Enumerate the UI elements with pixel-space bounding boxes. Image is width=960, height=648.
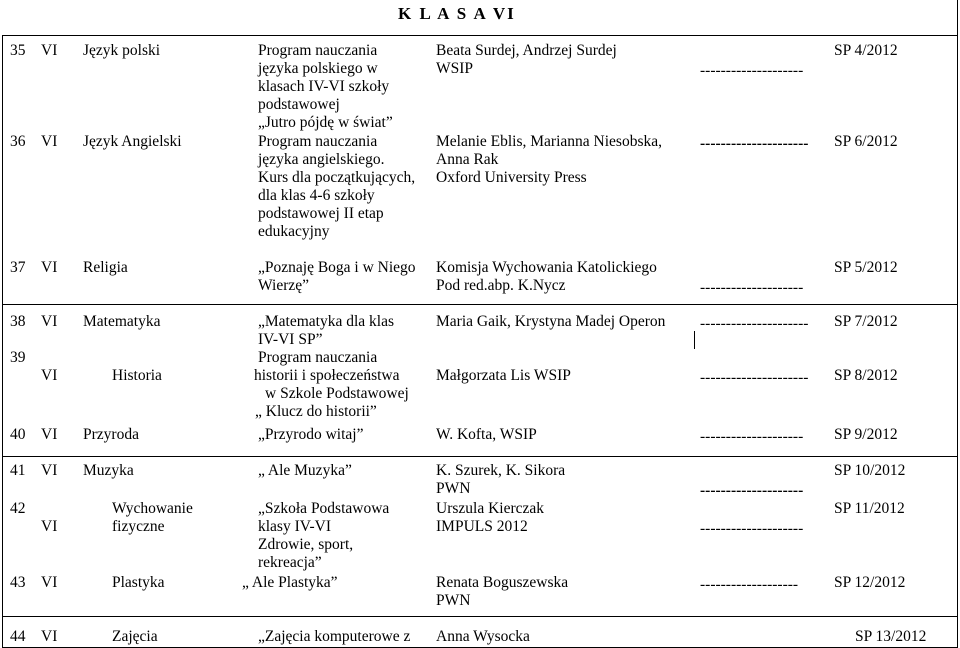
approval-number: SP 6/2012 [834, 133, 898, 150]
author-line: Oxford University Press [436, 169, 587, 186]
page-title: K L A S A VI [398, 4, 516, 23]
program-line: „Jutro pójdę w świat” [258, 114, 393, 131]
row-number: 41 [10, 462, 26, 479]
program-line: edukacyjny [258, 223, 330, 240]
dash-placeholder: --------------------- [700, 369, 809, 386]
row-separator [2, 616, 958, 617]
author-line: Komisja Wychowania Katolickiego [436, 259, 657, 276]
approval-number: SP 13/2012 [855, 628, 927, 645]
class-cell: VI [41, 574, 58, 591]
program-line: klasy IV-VI [258, 518, 332, 535]
program-line: „Poznaję Boga i w Niego [258, 259, 416, 276]
class-cell: VI [41, 313, 58, 330]
program-line: dla klas 4-6 szkoły [258, 187, 375, 204]
author-line: Małgorzata Lis WSIP [436, 367, 571, 384]
table-border-right [957, 0, 958, 648]
approval-number: SP 5/2012 [834, 259, 898, 276]
author-line: WSIP [436, 60, 474, 77]
row-number: 42 [10, 500, 26, 517]
program-line: Wierzę” [258, 277, 309, 294]
approval-number: SP 7/2012 [834, 313, 898, 330]
program-line: IV-VI SP” [258, 331, 323, 348]
approval-number: SP 10/2012 [834, 462, 906, 479]
program-line: Program nauczania [258, 349, 378, 366]
table-border-top [2, 35, 958, 36]
approval-number: SP 9/2012 [834, 426, 898, 443]
author-line: Melanie Eblis, Marianna Niesobska, [436, 133, 662, 150]
row-number: 36 [10, 133, 26, 150]
table-border-left [2, 35, 3, 648]
row-number: 39 [10, 349, 26, 366]
program-line: klasach IV-VI szkoły [258, 78, 390, 95]
class-cell: VI [41, 518, 58, 535]
subject-cell: Przyroda [83, 426, 139, 443]
dash-placeholder: --------------------- [700, 135, 809, 152]
row-number: 44 [10, 628, 26, 645]
approval-number: SP 8/2012 [834, 367, 898, 384]
row-separator [2, 456, 958, 457]
program-line: podstawowej II etap [258, 205, 384, 222]
author-line: Pod red.abp. K.Nycz [436, 277, 566, 294]
program-line: Kurs dla początkujących, [258, 169, 416, 186]
program-line: „Przyrodo witaj” [258, 426, 364, 443]
program-line: „ Ale Muzyka” [258, 462, 352, 479]
author-line: K. Szurek, K. Sikora [436, 462, 566, 479]
author-line: PWN [436, 592, 471, 609]
class-cell: VI [41, 628, 58, 645]
row-number: 43 [10, 574, 26, 591]
program-line: w Szkole Podstawowej [265, 385, 409, 402]
program-line: języka polskiego w [258, 60, 378, 77]
class-cell: VI [41, 259, 58, 276]
author-line: Anna Wysocka [436, 628, 530, 645]
program-line: „ Klucz do historii” [255, 403, 377, 420]
class-cell: VI [41, 367, 58, 384]
subject-cell: Matematyka [83, 313, 161, 330]
program-line: Zdrowie, sport, [258, 536, 354, 553]
author-line: Renata Boguszewska [436, 574, 569, 591]
class-cell: VI [41, 42, 58, 59]
approval-number: SP 4/2012 [834, 42, 898, 59]
program-line: „Szkoła Podstawowa [258, 500, 390, 517]
subject-cell: Plastyka [112, 574, 165, 591]
program-line: historii i społeczeństwa [254, 367, 400, 384]
dash-placeholder: -------------------- [700, 279, 804, 296]
row-number: 37 [10, 259, 26, 276]
program-line: „Zajęcia komputerowe z [258, 628, 411, 645]
approval-number: SP 11/2012 [834, 500, 905, 517]
subject-cell: Zajęcia [112, 628, 158, 645]
cell-border-fragment [694, 331, 695, 349]
program-line: języka angielskiego. [258, 151, 385, 168]
row-number: 40 [10, 426, 26, 443]
author-line: IMPULS 2012 [436, 518, 528, 535]
dash-placeholder: --------------------- [700, 315, 809, 332]
author-line: W. Kofta, WSIP [436, 426, 537, 443]
row-separator [2, 304, 958, 305]
dash-placeholder: ------------------- [700, 576, 799, 593]
row-number: 35 [10, 42, 26, 59]
class-cell: VI [41, 462, 58, 479]
subject-line: Wychowanie [112, 500, 193, 517]
approval-number: SP 12/2012 [834, 574, 906, 591]
row-number: 38 [10, 313, 26, 330]
author-line: Beata Surdej, Andrzej Surdej [436, 42, 617, 59]
class-cell: VI [41, 426, 58, 443]
subject-line: fizyczne [112, 518, 165, 535]
subject-cell: Historia [112, 367, 162, 384]
program-line: „ Ale Plastyka” [242, 574, 338, 591]
author-line: Maria Gaik, Krystyna Madej Operon [436, 313, 666, 330]
author-line: PWN [436, 480, 471, 497]
author-line: Anna Rak [436, 151, 499, 168]
dash-placeholder: -------------------- [700, 520, 804, 537]
dash-placeholder: -------------------- [700, 482, 804, 499]
subject-cell: Język polski [83, 42, 161, 59]
class-cell: VI [41, 133, 58, 150]
program-line: „Matematyka dla klas [258, 313, 395, 330]
subject-cell: Język Angielski [83, 133, 182, 150]
dash-placeholder: -------------------- [700, 62, 804, 79]
program-line: rekreacja” [258, 554, 322, 571]
subject-cell: Muzyka [83, 462, 134, 479]
subject-cell: Religia [83, 259, 128, 276]
program-line: Program nauczania [258, 42, 378, 59]
dash-placeholder: -------------------- [700, 428, 804, 445]
program-line: podstawowej [258, 96, 340, 113]
author-line: Urszula Kierczak [436, 500, 545, 517]
program-line: Program nauczania [258, 133, 378, 150]
